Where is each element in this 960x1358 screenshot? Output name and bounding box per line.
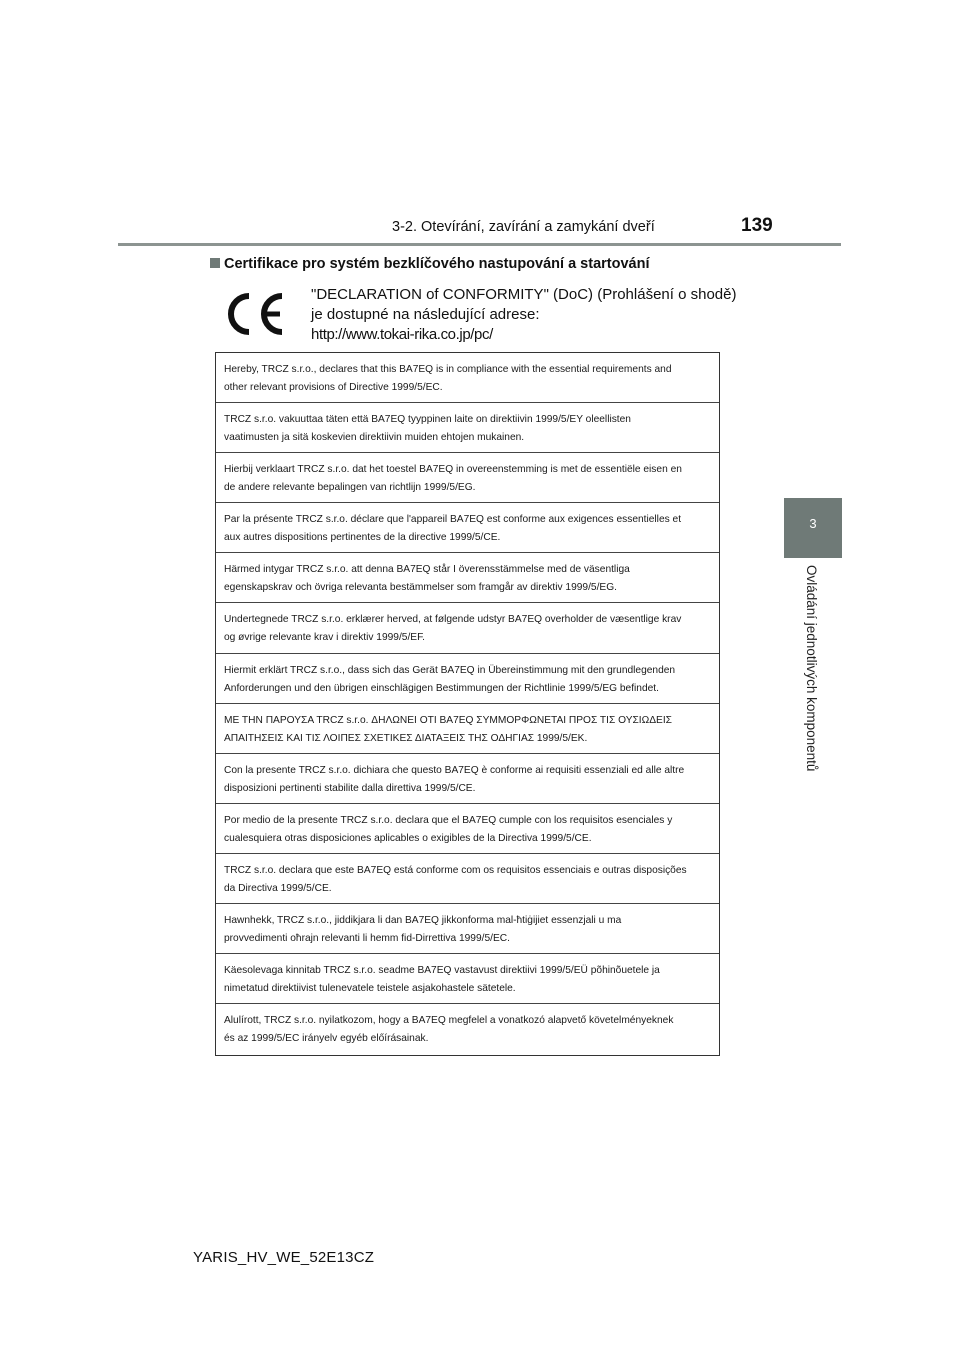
chapter-tab	[784, 498, 842, 558]
declaration-line: other relevant provisions of Directive 1999/5/EC.	[224, 382, 443, 393]
declaration-row	[216, 503, 719, 553]
declaration-line: aux autres dispositions pertinentes de la directive 1999/5/CE.	[224, 532, 501, 544]
running-header-title: 3-2. Otevírání, zavírání a zamykání dveří	[392, 219, 655, 235]
section-heading	[210, 256, 649, 272]
declaration-line: Hiermit erklärt TRCZ s.r.o., dass sich das Gerät BA7EQ in Übereinstimmung mit den grundlegenden	[224, 664, 676, 676]
declaration-row	[216, 804, 719, 854]
declaration-info-line2: je dostupné na následující adrese:	[311, 306, 540, 323]
declaration-line: Hawnhekk, TRCZ s.r.o., jiddikjara li dan BA7EQ jikkonforma mal-ħtiġijiet essenzjali u ma	[224, 915, 622, 927]
declaration-line: egenskapskrav och övriga relevanta bestämmelser som framgår av direktiv 1999/5/EG.	[224, 582, 617, 594]
chapter-tab-number: 3	[809, 516, 817, 531]
declaration-line: og øvrige relevante krav i direktiv 1999/5/EF.	[224, 632, 426, 644]
declaration-line: Käesolevaga kinnitab TRCZ s.r.o. seadme BA7EQ vastavust direktiivi 1999/5/EÜ põhinõuetele ja	[224, 965, 660, 977]
declaration-line: Alulírott, TRCZ s.r.o. nyilatkozom, hogy a BA7EQ megfelel a vonatkozó alapvető követelményeknek	[224, 1015, 674, 1027]
declaration-line: Con la presente TRCZ s.r.o. dichiara che questo BA7EQ è conforme ai requisiti essenziali ed alle altre	[224, 764, 685, 776]
declaration-line: TRCZ s.r.o. declara que este BA7EQ está conforme com os requisitos essenciais e outras disposições	[224, 864, 687, 876]
declaration-line: Par la présente TRCZ s.r.o. déclare que l'appareil BA7EQ est conforme aux exigences essentielles et	[224, 514, 682, 526]
declaration-line: cualesquiera otras disposiciones aplicables o exigibles de la Directiva 1999/5/CE.	[224, 832, 592, 844]
declaration-url: http://www.tokai-rika.co.jp/pc/	[311, 326, 493, 343]
declaration-row	[216, 754, 719, 804]
declaration-line: de andere relevante bepalingen van richtlijn 1999/5/EG.	[224, 482, 476, 494]
declaration-row	[216, 954, 719, 1004]
chapter-title-vertical: Ovládání jednotlivých komponentů	[804, 565, 819, 772]
declaration-row	[216, 1004, 719, 1054]
declaration-row	[216, 353, 719, 403]
declaration-row	[216, 403, 719, 453]
declaration-line: Hierbij verklaart TRCZ s.r.o. dat het toestel BA7EQ in overeenstemming is met de essentiële eisen en	[224, 464, 682, 476]
declaration-line: provvedimenti oħrajn relevanti li hemm fid-Dirrettiva 1999/5/EC.	[224, 933, 510, 945]
declaration-line: da Directiva 1999/5/CE.	[224, 882, 332, 894]
declaration-line: ΜΕ ΤΗΝ ΠΑΡΟΥΣΑ TRCZ s.r.o. ΔΗΛΩΝΕΙ ΟΤΙ BA7EQ ΣΥΜΜΟΡΦΩΝΕΤΑΙ ΠΡΟΣ ΤΙΣ ΟΥΣΙΩΔΕΙΣ	[224, 714, 672, 726]
declaration-line: ΑΠΑΙΤΗΣΕΙΣ ΚΑΙ ΤΙΣ ΛΟΙΠΕΣ ΣΧΕΤΙΚΕΣ ΔΙΑΤΑΞΕΙΣ ΤΗΣ ΟΔΗΓΙΑΣ 1999/5/ΕΚ.	[224, 732, 588, 744]
declaration-row	[216, 654, 719, 704]
declaration-line: nimetatud direktiivist tulenevatele teistele asjakohastele sätetele.	[224, 983, 516, 995]
declaration-row	[216, 453, 719, 503]
declaration-line: Por medio de la presente TRCZ s.r.o. declara que el BA7EQ cumple con los requisitos esenciales y	[224, 814, 673, 826]
declaration-line: Anforderungen und den übrigen einschlägigen Bestimmungen der Richtlinie 1999/5/EG befindet.	[224, 682, 659, 694]
declaration-line: disposizioni pertinenti stabilite dalla direttiva 1999/5/CE.	[224, 782, 476, 794]
page-number: 139	[741, 215, 773, 236]
section-heading-text: Certifikace pro systém bezklíčového nastupování a startování	[224, 256, 650, 272]
header-divider	[118, 243, 841, 246]
declaration-info	[311, 285, 736, 345]
square-bullet-icon	[210, 258, 220, 268]
declaration-line: Undertegnede TRCZ s.r.o. erklærer herved, at følgende udstyr BA7EQ overholder de væsentlige krav	[224, 614, 682, 626]
declaration-row	[216, 603, 719, 653]
declaration-line: Hereby, TRCZ s.r.o., declares that this BA7EQ is in compliance with the essential requirements and	[224, 364, 672, 375]
declaration-row	[216, 854, 719, 904]
declaration-row	[216, 704, 719, 754]
declaration-row	[216, 553, 719, 603]
declaration-line: és az 1999/5/EC irányelv egyéb előírásainak.	[224, 1033, 429, 1045]
declaration-row	[216, 904, 719, 954]
declaration-line: vaatimusten ja sitä koskevien direktiivin muiden ehtojen mukainen.	[224, 432, 525, 444]
ce-mark-icon	[222, 290, 286, 338]
declaration-info-line1: "DECLARATION of CONFORMITY" (DoC) (Prohlášení o shodě)	[311, 286, 737, 303]
document-code: YARIS_HV_WE_52E13CZ	[193, 1249, 375, 1266]
declaration-line: Härmed intygar TRCZ s.r.o. att denna BA7EQ står I överensstämmelse med de väsentliga	[224, 564, 630, 576]
declarations-table	[215, 352, 720, 1056]
declaration-line: TRCZ s.r.o. vakuuttaa täten että BA7EQ tyyppinen laite on direktiivin 1999/5/EY oleellisten	[224, 414, 631, 426]
